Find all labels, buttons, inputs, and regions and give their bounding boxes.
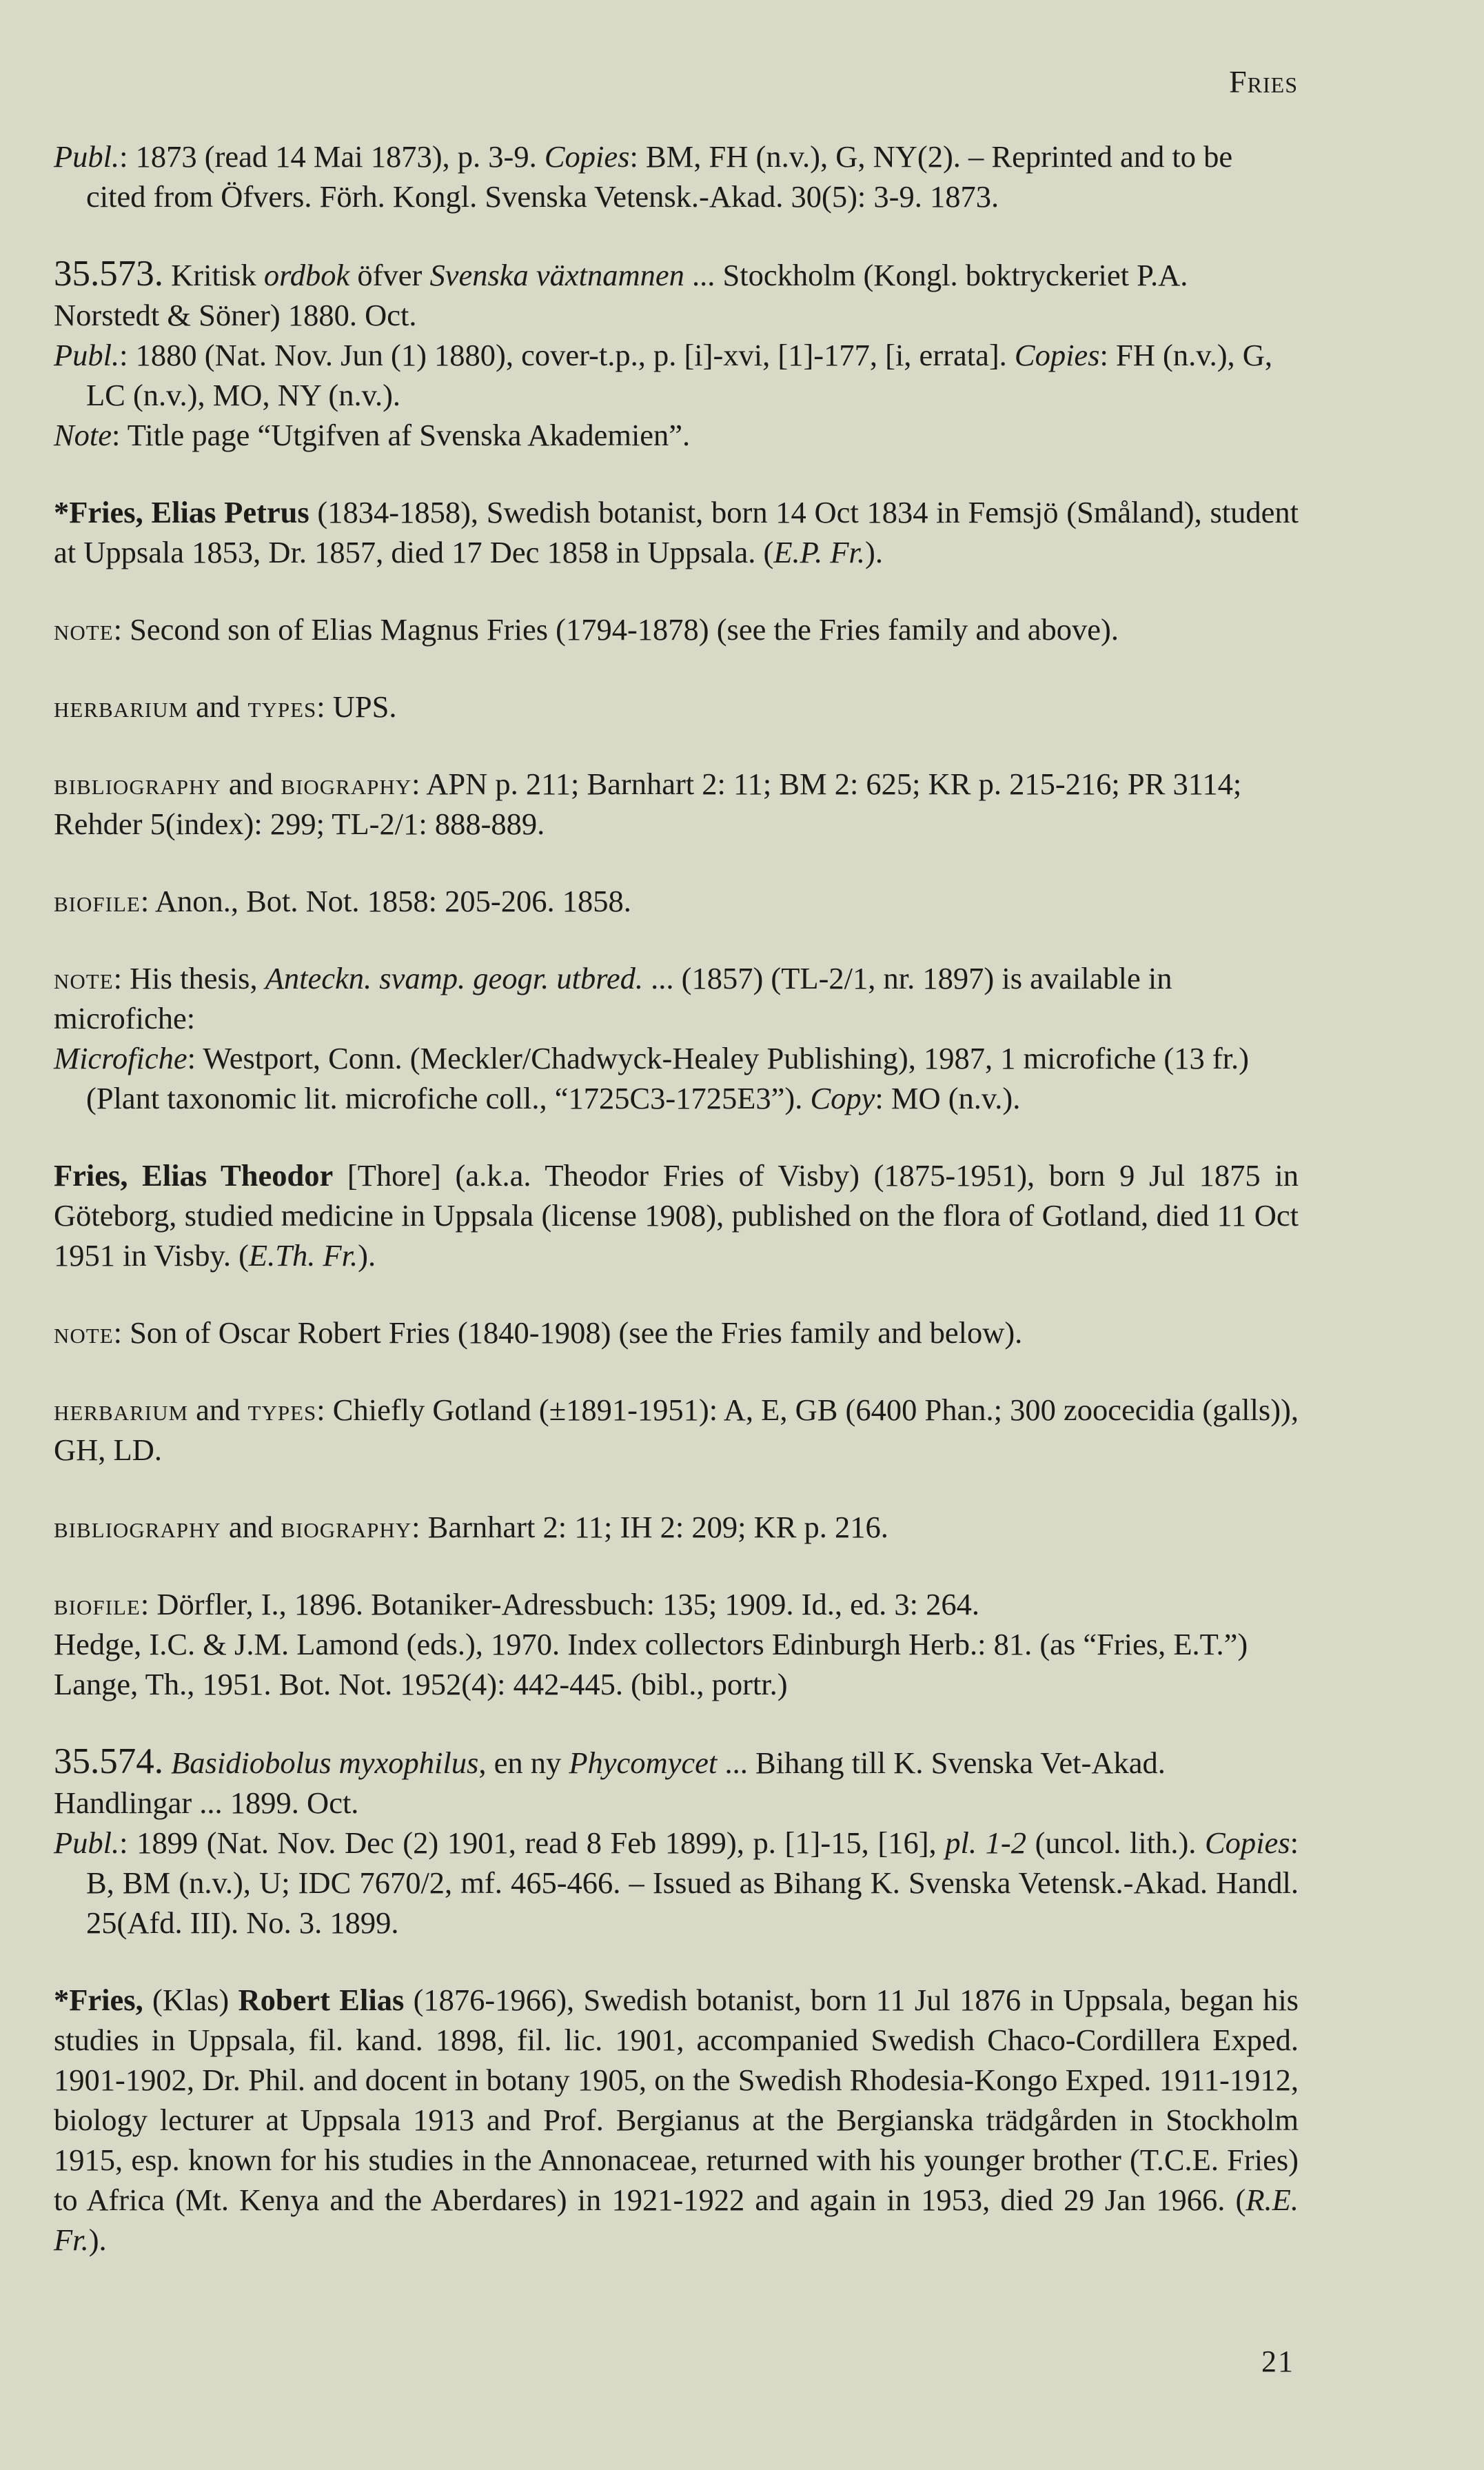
author-name: *Fries, Elias Petrus — [54, 495, 309, 529]
page-number: 21 — [1261, 2345, 1294, 2378]
author-given: (Klas) — [143, 1983, 238, 2017]
herbarium-text: : Chiefly Gotland (±1891-1951): A, E, GB (6400 Phan.; 300 zoocecidia (galls)), GH, LD. — [54, 1393, 1299, 1467]
author-abbreviation: R.E. Fr. — [54, 2183, 1299, 2257]
copies-text: : BM, FH (n.v.), G, NY(2). – Reprinted and to be cited from Öfvers. Förh. Kongl. Svenska Vetensk.-Akad. 30(5): 3-9. 1873. — [86, 139, 1233, 214]
bibliography-label: bibliography — [54, 1510, 221, 1544]
running-head: Fries — [1229, 64, 1298, 99]
copies-label: Copies — [1014, 338, 1100, 372]
publication-note — [54, 136, 1299, 216]
publ-text: : 1873 (read 14 Mai 1873), p. 3-9. — [119, 139, 545, 174]
biofile-section — [54, 881, 1299, 921]
label-conjunction: and — [221, 1510, 281, 1544]
note-label: note — [54, 961, 114, 995]
biography-label: biography — [281, 767, 412, 801]
bibliography-text: : Barnhart 2: 11; IH 2: 209; KR p. 216. — [411, 1510, 888, 1544]
copies-label: Copies — [544, 139, 630, 174]
author-abbreviation: E.Th. Fr. — [248, 1238, 358, 1273]
title-text — [163, 1745, 171, 1780]
copies-label: Copies — [1205, 1825, 1290, 1860]
page-content — [54, 136, 1299, 2260]
note-text: : His thesis, — [113, 961, 265, 995]
herbarium-label: herbarium — [54, 1393, 189, 1427]
author-entry-elias-petrus — [54, 492, 1299, 572]
bibliography-section — [54, 764, 1299, 844]
author-bio: (1834-1858), Swedish botanist, born 14 Oct 1834 in Femsjö (Småland), student at Uppsala 1853, Dr. 1857, died 17 Dec 1858 in Uppsala. ( — [54, 495, 1299, 569]
biography-label: biography — [281, 1510, 412, 1544]
author-bio-end: ). — [88, 2223, 107, 2257]
note-label: note — [54, 612, 114, 647]
herbarium-label: herbarium — [54, 689, 189, 724]
copy-label: Copy — [810, 1081, 875, 1115]
author-bio: (1876-1966), Swedish botanist, born 11 Jul 1876 in Uppsala, began his studies in Uppsala, fil. kand. 1898, fil. lic. 1901, accompanied Swedish Chaco-Cordillera Exped. 1901-1902, Dr. Phil. and docent in botany 1905, on the Swedish Rhodesia-Kongo Exped. 1911-1912, biology lecturer at Uppsala 1913 and Prof. Bergianus at the Bergianska trädgården in Stockholm 1915, esp. known for his studies in the Annonaceae, returned with his younger brother (T.C.E. Fries) to Africa (Mt. Kenya and the Aberdares) in 1921-1922 and again in 1953, died 29 Jan 1966. ( — [54, 1983, 1299, 2217]
note-label: note — [54, 1315, 114, 1350]
note-line — [54, 415, 1299, 455]
author-entry-robert-elias — [54, 1980, 1299, 2260]
publ-text: (uncol. lith.). — [1026, 1825, 1205, 1860]
publ-label: Publ. — [54, 338, 120, 372]
biofile-section — [54, 1584, 1299, 1624]
publ-label: Publ. — [54, 139, 120, 174]
biofile-reference: Lange, Th., 1951. Bot. Not. 1952(4): 442-445. (bibl., portr.) — [54, 1667, 788, 1701]
biofile-text: : Dörfler, I., 1896. Botaniker-Adressbuch: 135; 1909. Id., ed. 3: 264. — [140, 1587, 979, 1621]
note-label: Note — [54, 418, 112, 452]
types-label: types — [247, 1393, 317, 1427]
note-text: ... (1857) (TL-2/1, nr. 1897) is available in microfiche: — [54, 961, 1172, 1035]
entry-number: 35.573. — [54, 254, 163, 294]
label-conjunction: and — [221, 767, 281, 801]
title-text: ... Stockholm (Kongl. boktryckeriet P.A. Norstedt & Söner) 1880. Oct. — [54, 258, 1188, 332]
entry-35-573-title — [54, 254, 1299, 335]
bibliography-section — [54, 1507, 1299, 1547]
title-italic: ordbok — [263, 258, 350, 292]
herbarium-section — [54, 1390, 1299, 1470]
bibliography-text: : APN p. 211; Barnhart 2: 11; BM 2: 625; KR p. 215-216; PR 3114; Rehder 5(index): 299; TL-2/1: 888-889. — [54, 767, 1242, 841]
microfiche-label: Microfiche — [54, 1041, 187, 1075]
herbarium-section — [54, 687, 1299, 727]
entry-35-574-title — [54, 1741, 1299, 1823]
author-bio-end: ). — [865, 535, 883, 569]
note-section — [54, 609, 1299, 649]
publ-label: Publ. — [54, 1825, 120, 1860]
entry-number: 35.574. — [54, 1741, 163, 1781]
author-surname: *Fries, — [54, 1983, 143, 2017]
title-italic: Phycomycet — [569, 1745, 718, 1780]
author-bio: [Thore] (a.k.a. Theodor Fries of Visby) (1875-1951), born 9 Jul 1875 in Göteborg, studied medicine in Uppsala (license 1908), published on the flora of Gotland, died 11 Oct 1951 in Visby. ( — [54, 1158, 1299, 1273]
label-conjunction: and — [188, 689, 248, 724]
label-conjunction: and — [188, 1393, 248, 1427]
title-text: , en ny — [478, 1745, 569, 1780]
biofile-label: biofile — [54, 884, 141, 918]
author-bio-end: ). — [358, 1238, 376, 1273]
title-text: Kritisk — [163, 258, 264, 292]
types-label: types — [247, 689, 317, 724]
publication-note — [54, 1823, 1299, 1943]
copies-text: : FH (n.v.), G, LC (n.v.), MO, NY (n.v.). — [86, 338, 1273, 412]
herbarium-text: : UPS. — [316, 689, 397, 724]
note-section — [54, 1313, 1299, 1353]
author-name: Fries, Elias Theodor — [54, 1158, 334, 1193]
note-text: : Second son of Elias Magnus Fries (1794-1878) (see the Fries family and above). — [113, 612, 1119, 647]
biofile-reference: Hedge, I.C. & J.M. Lamond (eds.), 1970. Index collectors Edinburgh Herb.: 81. (as “Fries, E.T.”) — [54, 1627, 1248, 1661]
note-text: : Son of Oscar Robert Fries (1840-1908) (see the Fries family and below). — [113, 1315, 1023, 1350]
biofile-label: biofile — [54, 1587, 141, 1621]
microfiche-line — [54, 1038, 1299, 1118]
bibliography-label: bibliography — [54, 767, 221, 801]
publ-text: : 1899 (Nat. Nov. Dec (2) 1901, read 8 Feb 1899), p. [1]-15, [16], — [119, 1825, 946, 1860]
title-italic: Svenska växtnamnen — [429, 258, 684, 292]
publ-text: : 1880 (Nat. Nov. Jun (1) 1880), cover-t.p., p. [i]-xvi, [1]-177, [i, errata]. — [119, 338, 1015, 372]
thesis-note — [54, 958, 1299, 1038]
copies-text: : B, BM (n.v.), U; IDC 7670/2, mf. 465-466. – Issued as Bihang K. Svenska Vetensk.-Akad. Handl. 25(Afd. III). No. 3. 1899. — [86, 1825, 1299, 1940]
publication-note — [54, 335, 1299, 415]
microfiche-text: : Westport, Conn. (Meckler/Chadwyck-Healey Publishing), 1987, 1 microfiche (13 fr.) (Plant taxonomic lit. microfiche coll., “1725C3-1725E3”). — [86, 1041, 1249, 1115]
biofile-text: : Anon., Bot. Not. 1858: 205-206. 1858. — [140, 884, 631, 918]
title-text: ... Bihang till K. Svenska Vet-Akad. Handlingar ... 1899. Oct. — [54, 1745, 1166, 1820]
author-name: Robert Elias — [238, 1983, 405, 2017]
thesis-title: Anteckn. svamp. geogr. utbred. — [265, 961, 644, 995]
title-text: öfver — [349, 258, 430, 292]
author-abbreviation: E.P. Fr. — [773, 535, 866, 569]
copy-text: : MO (n.v.). — [875, 1081, 1021, 1115]
title-italic: Basidiobolus myxophilus — [171, 1745, 479, 1780]
author-entry-elias-theodor — [54, 1155, 1299, 1275]
note-text: : Title page “Utgifven af Svenska Akademien”. — [112, 418, 691, 452]
plates-italic: pl. 1-2 — [945, 1825, 1026, 1860]
